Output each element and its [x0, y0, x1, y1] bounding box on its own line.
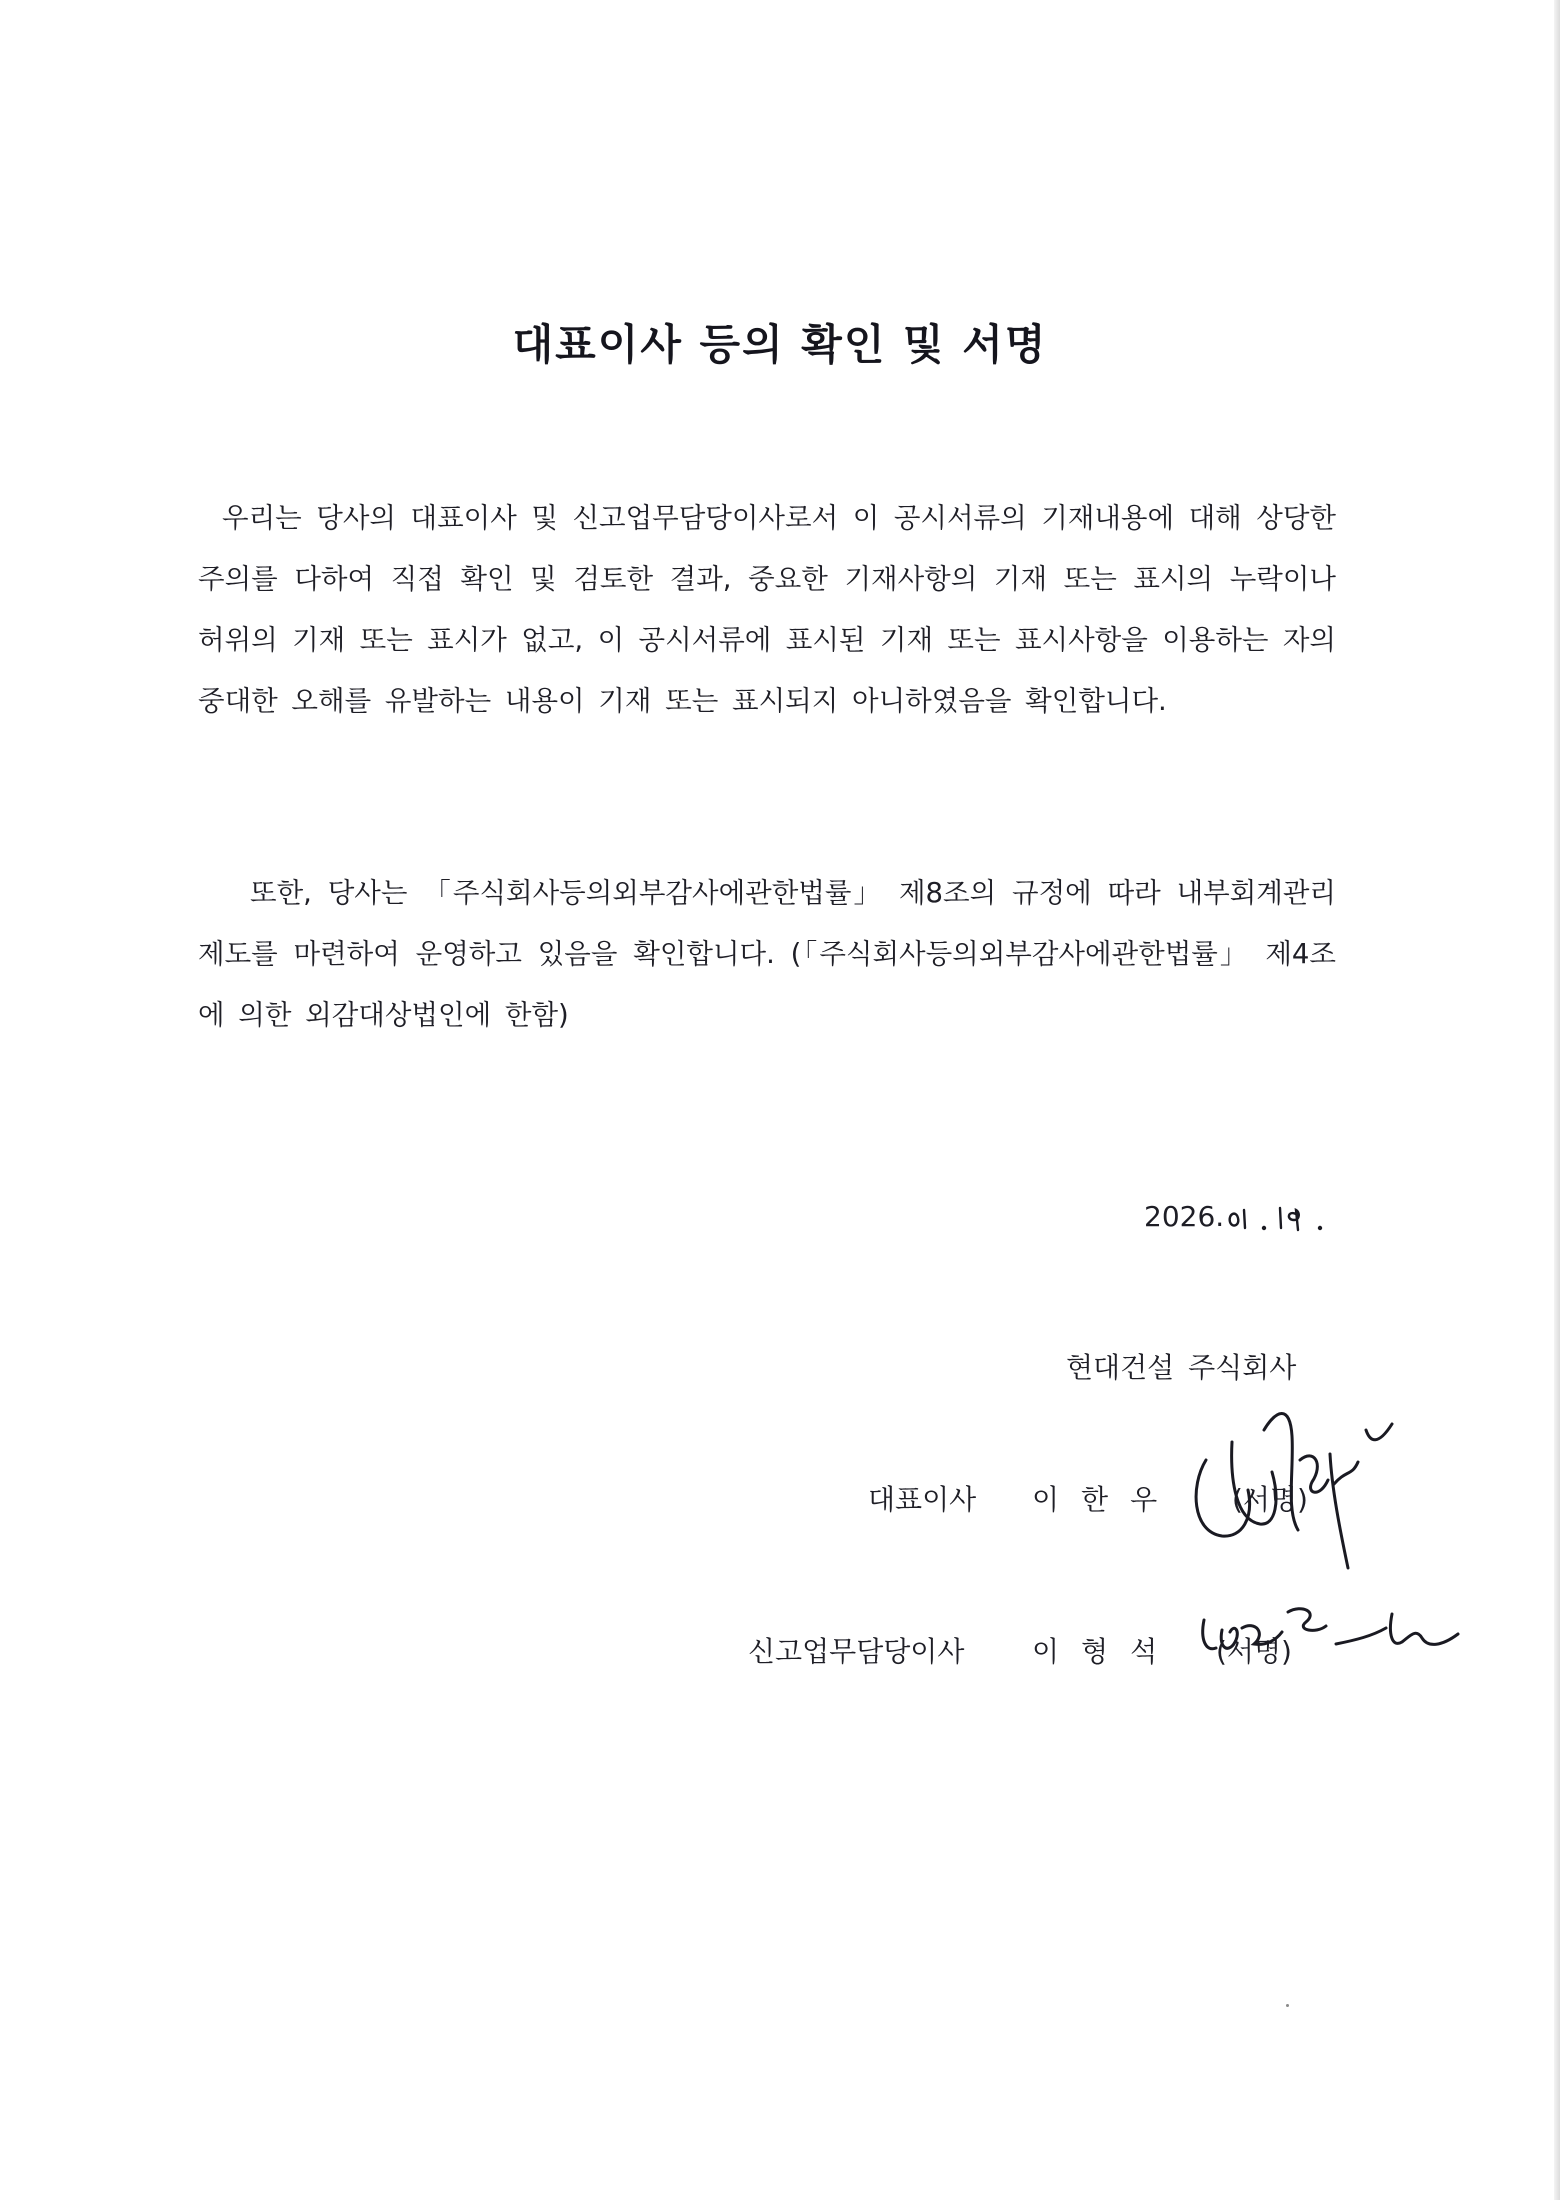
date-printed: 2026. [1144, 1200, 1225, 1233]
document-title: 대표이사 등의 확인 및 서명 [512, 320, 1048, 369]
scan-speck [1286, 2004, 1289, 2007]
ceo-handwritten-signature [1180, 1390, 1420, 1580]
company-name: 현대건설 주식회사 [1066, 1351, 1297, 1384]
internal-control-paragraph: 또한, 당사는 「주식회사등의외부감사에관한법률」 제8조의 규정에 따라 내부회계관리제도를 마련하여 운영하고 있음을 확인합니다. (「주식회사등의외부감사에관한법률」 제4조에 의한 외감대상법인에 한함) [198, 877, 1336, 1031]
ceo-signature-placeholder: (서명) [1232, 1483, 1308, 1516]
disclosure-director-name: 이형석 [1032, 1635, 1180, 1668]
ceo-title: 대표이사 [868, 1483, 977, 1516]
ceo-name: 이한우 [1032, 1483, 1180, 1516]
handwritten-date [1222, 1184, 1342, 1244]
disclosure-director-title: 신고업무담당이사 [748, 1635, 965, 1668]
disclosure-director-signature-placeholder: (서명) [1216, 1635, 1292, 1668]
confirmation-paragraph: 우리는 당사의 대표이사 및 신고업무담당이사로서 이 공시서류의 기재내용에 대해 상당한 주의를 다하여 직접 확인 및 검토한 결과, 중요한 기재사항의 기재 또는 표시의 누락이나 허위의 기재 또는 표시가 없고, 이 공시서류에 표시된 기재 또는 표시사항을 이용하는 자의 중대한 오해를 유발하는 내용이 기재 또는 표시되지 아니하였음을 확인합니다. [198, 502, 1336, 717]
disclosure-director-handwritten-signature [1196, 1590, 1496, 1680]
